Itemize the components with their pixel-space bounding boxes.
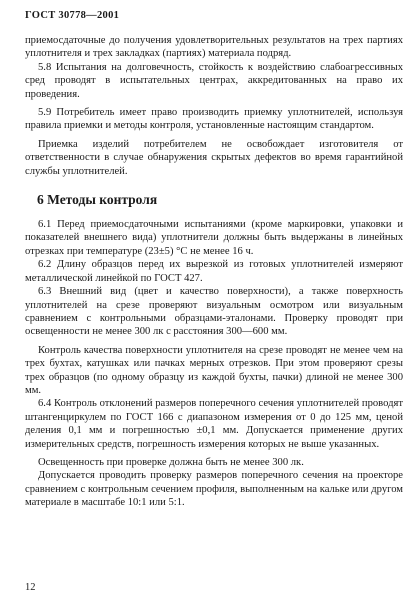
paragraph: Контроль качества поверхности уплотнителя на срезе проводят не менее чем на трех бухтах, катушках или пачках мерных отрезков. При этом проверяют срезы трех образцов (по одному образцу из каждой бухты, пачки) длиной не менее 300 мм. — [25, 344, 403, 396]
paragraph: Освещенность при проверке должна быть не менее 300 лк. — [38, 456, 304, 468]
paragraph: 5.8 Испытания на долговечность, стойкость к воздействию слабоагрессивных сред проводят в испытательных центрах, аккредитованных на право их проведения. — [25, 61, 403, 100]
paragraph: приемосдаточные до получения удовлетворительных результатов на трех партиях уплотнителя и трех закладках (партиях) материала подряд. — [25, 35, 403, 60]
paragraph: Допускается проводить проверку размеров поперечного сечения на проекторе сравнением с контрольным сечением профиля, выполненным на кальке или другом материале в масштабе 10:1 или 5:1. — [25, 470, 403, 509]
paragraph: 6.3 Внешний вид (цвет и качество поверхности), а также поверхность уплотнителей на срезе проверяют визуальным осмотром или визуальным сравнением с контрольными образцами-эталонами. Проверку проводят при освещенности не менее 300 лк с расстояния 300—600 мм. — [25, 286, 403, 338]
page-number: 12 — [25, 582, 36, 593]
paragraphs-before-section — [25, 34, 403, 178]
section-title: 6 Методы контроля — [37, 192, 158, 208]
document-header: ГОСТ 30778—2001 — [25, 10, 120, 21]
paragraph: 6.4 Контроль отклонений размеров поперечного сечения уплотнителей проводят штангенциркулем по ГОСТ 166 с диапазоном измерения от 0 до 125 мм, ценой деления 0,1 мм и погрешностью ±0,1 мм. Допускается применение других измерительных средств, погрешность измерения которых не выше указанных. — [25, 398, 403, 450]
paragraph: 5.9 Потребитель имеет право производить приемку уплотнителей, используя правила приемки и методы контроля, установленные настоящим стандартом. — [25, 107, 403, 132]
paragraph: 6.2 Длину образцов перед их вырезкой из готовых уплотнителей измеряют металлической линейкой по ГОСТ 427. — [25, 259, 403, 284]
paragraph: Приемка изделий потребителем не освобождает изготовителя от ответственности в случае обнаружения скрытых дефектов во время гарантийной службы уплотнителей. — [25, 138, 403, 177]
paragraph: 6.1 Перед приемосдаточными испытаниями (кроме маркировки, упаковки и показателей внешнего вида) уплотнители должны быть выдержаны в линейных отрезках при температуре (23±5) °С не менее 16 ч. — [25, 219, 403, 257]
paragraphs-after-section — [25, 218, 403, 510]
